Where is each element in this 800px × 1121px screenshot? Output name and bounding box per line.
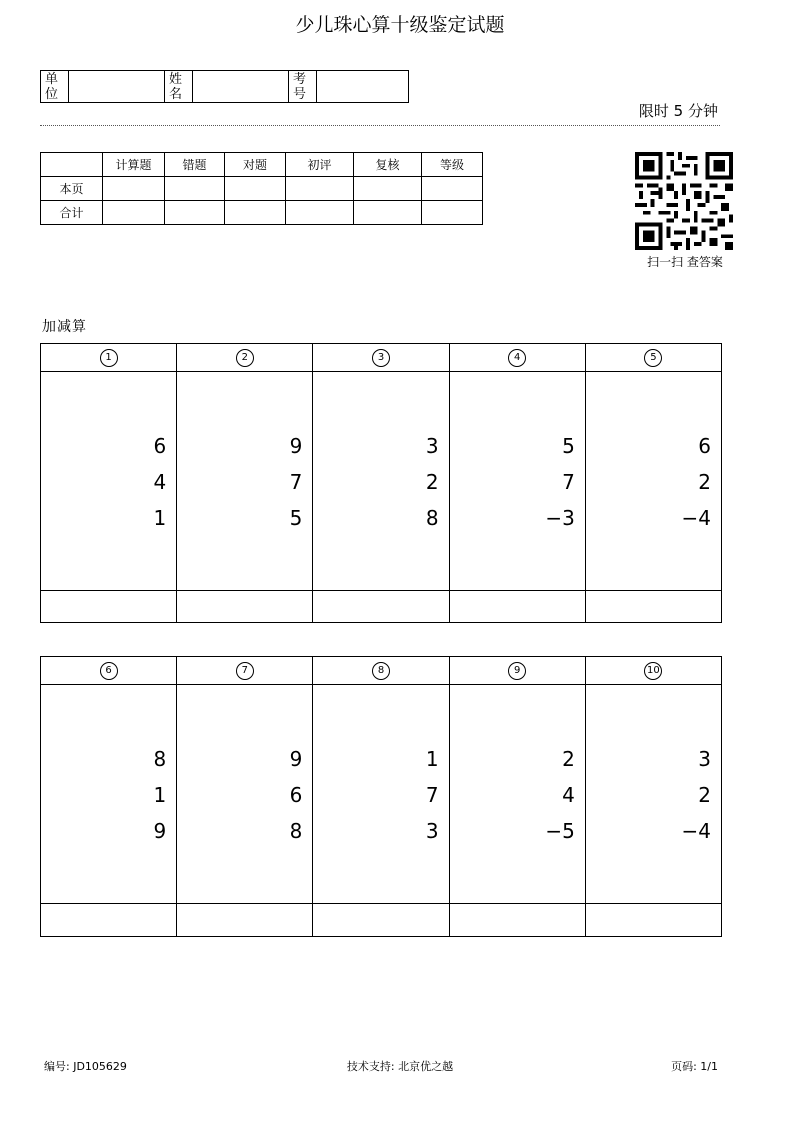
- score-row: [41, 201, 483, 225]
- problem-column: [177, 344, 313, 622]
- operand: 6: [698, 434, 712, 458]
- score-header-cell: 初评: [286, 153, 354, 177]
- operand: −4: [681, 819, 712, 843]
- score-header-cell: 计算题: [103, 153, 165, 177]
- page-title: 少儿珠心算十级鉴定试题: [295, 14, 505, 36]
- score-cell[interactable]: [165, 201, 225, 225]
- score-row-label: 本页: [41, 177, 103, 201]
- problem-column: [450, 344, 586, 622]
- problem-number: 4: [508, 349, 526, 367]
- problem-number: 10: [644, 662, 662, 680]
- score-header-row: [41, 153, 483, 177]
- problem-block-1: [40, 343, 722, 623]
- unit-field[interactable]: [69, 71, 165, 102]
- problem-column: [586, 344, 721, 622]
- score-cell[interactable]: [354, 201, 422, 225]
- score-header-cell: 错题: [165, 153, 225, 177]
- operand: −5: [545, 819, 575, 843]
- score-header-cell: 复核: [354, 153, 422, 177]
- answer-cell[interactable]: [313, 591, 448, 622]
- score-cell[interactable]: [103, 201, 165, 225]
- problem-number: 7: [236, 662, 254, 680]
- operand: 3: [698, 747, 712, 771]
- unit-label: 单位: [41, 71, 69, 102]
- id-label: 考号: [289, 71, 317, 102]
- answer-cell[interactable]: [41, 591, 176, 622]
- score-table: [40, 152, 483, 225]
- score-row: [41, 177, 483, 201]
- score-cell[interactable]: [286, 201, 354, 225]
- operand: 8: [153, 747, 167, 771]
- answer-cell[interactable]: [177, 904, 312, 936]
- score-cell[interactable]: [165, 177, 225, 201]
- score-cell[interactable]: [354, 177, 422, 201]
- footer-code: 编号: JD105629: [44, 1060, 127, 1073]
- operand: 9: [153, 819, 167, 843]
- operand: 2: [698, 470, 712, 494]
- operand: 4: [153, 470, 167, 494]
- answer-cell[interactable]: [450, 591, 585, 622]
- operand: 4: [562, 783, 575, 807]
- score-cell[interactable]: [286, 177, 354, 201]
- operand: 2: [698, 783, 712, 807]
- problem-number: 1: [100, 349, 118, 367]
- operand: 7: [289, 470, 303, 494]
- qr-code-icon[interactable]: [635, 152, 733, 250]
- answer-cell[interactable]: [586, 591, 721, 622]
- operand: 8: [289, 819, 303, 843]
- operand: 2: [425, 470, 439, 494]
- operand: −4: [681, 506, 712, 530]
- problem-number: 9: [508, 662, 526, 680]
- problem-column: [41, 657, 177, 936]
- operand: 2: [562, 747, 575, 771]
- problem-number: 2: [236, 349, 254, 367]
- problem-number: 5: [644, 349, 662, 367]
- id-field[interactable]: [317, 71, 408, 102]
- name-label: 姓名: [165, 71, 193, 102]
- operand: 7: [562, 470, 575, 494]
- problem-column: [313, 657, 449, 936]
- operand: 1: [425, 747, 439, 771]
- score-cell[interactable]: [422, 201, 483, 225]
- problem-number: 6: [100, 662, 118, 680]
- dotted-divider: [40, 125, 720, 126]
- footer-page: 页码: 1/1: [671, 1060, 718, 1073]
- operand: 6: [289, 783, 303, 807]
- time-limit: 限时 5 分钟: [638, 102, 718, 120]
- operand: 1: [153, 506, 167, 530]
- score-header-cell: 对题: [225, 153, 286, 177]
- problem-column: [177, 657, 313, 936]
- answer-cell[interactable]: [41, 904, 176, 936]
- score-cell[interactable]: [103, 177, 165, 201]
- operand: 7: [425, 783, 439, 807]
- problem-column: [313, 344, 449, 622]
- operand: 1: [153, 783, 167, 807]
- operand: 8: [425, 506, 439, 530]
- operand: −3: [545, 506, 575, 530]
- score-cell[interactable]: [422, 177, 483, 201]
- operand: 6: [153, 434, 167, 458]
- problem-number: 8: [372, 662, 390, 680]
- problem-column: [586, 657, 721, 936]
- answer-cell[interactable]: [313, 904, 448, 936]
- operand: 5: [562, 434, 575, 458]
- score-row-label: 合计: [41, 201, 103, 225]
- operand: 9: [289, 434, 303, 458]
- problem-column: [41, 344, 177, 622]
- score-cell[interactable]: [225, 201, 286, 225]
- footer-support: 技术支持: 北京优之越: [346, 1060, 454, 1073]
- score-header-cell: [41, 153, 103, 177]
- name-field[interactable]: [193, 71, 289, 102]
- operand: 3: [425, 434, 439, 458]
- answer-cell[interactable]: [586, 904, 721, 936]
- problem-column: [450, 657, 586, 936]
- score-header-cell: 等级: [422, 153, 483, 177]
- qr-caption: 扫一扫 查答案: [647, 255, 723, 269]
- info-table: [40, 70, 409, 103]
- operand: 9: [289, 747, 303, 771]
- operand: 5: [289, 506, 303, 530]
- operand: 3: [425, 819, 439, 843]
- problem-number: 3: [372, 349, 390, 367]
- answer-cell[interactable]: [450, 904, 585, 936]
- answer-cell[interactable]: [177, 591, 312, 622]
- score-cell[interactable]: [225, 177, 286, 201]
- section-title: 加减算: [42, 319, 87, 335]
- problem-block-2: [40, 656, 722, 937]
